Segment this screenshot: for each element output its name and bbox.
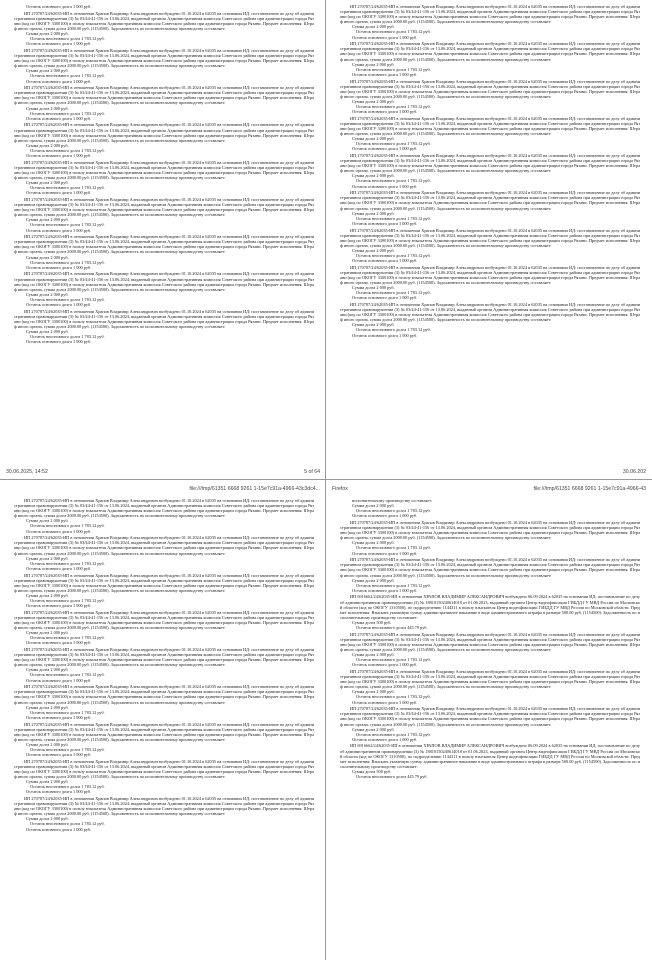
page-footer xyxy=(2,467,324,477)
entry-line: Сумма долга 2 000 руб. xyxy=(352,61,395,67)
entry-main-text: ИП 270787/24/62035-ИП в отношении Храпов Владимир Александрович возбуждено 01.10.2024 в 62035 на основании ИД: постановление по делу об административном правонарушении (3) № 03/44-41-156 от 13.06.2024, выданный органом Административная комиссия Советского района при администрации города Рязани (код по ОКОГУ 3300100) в пользу взыскателя Административная комиссия Советского района при администрации города Рязани. Предмет исполнения: Штраф иного органа, сумма долга 2000.00 руб. (1154500). Задолженность по исполнительному производству составляет: xyxy=(14,796,314,817)
entry-line: Остаток неосновного долга 1 783.12 руб. xyxy=(30,597,105,603)
entry-main-text: ИП 270787/24/62035-ИП в отношении Храпов Владимир Александрович возбуждено 01.10.2024 в 62035 на основании ИД: постановление по делу об административном правонарушении (3) № 03/44-41-156 от 13.06.2024, выданный органом Административная комиссия Советского района при администрации города Рязани (код по ОКОГУ 3300100) в пользу взыскателя Административная комиссия Советского района при администрации города Рязани. Предмет исполнения: Штраф иного органа, сумма долга 2000.00 руб. (1154500). Задолженность по исполнительному производству составляет: xyxy=(340,557,640,578)
entry-main-text: ИП 270787/24/62035-ИП в отношении Храпов Владимир Александрович возбуждено 01.10.2024 в 62035 на основании ИД: постановление по делу об административном правонарушении (3) № 03/44-41-156 от 13.06.2024, выданный органом Административная комиссия Советского района при администрации города Рязани (код по ОКОГУ 3300100) в пользу взыскателя Административная комиссия Советского района при администрации города Рязани. Предмет исполнения: Штраф иного органа, сумма долга 2000.00 руб. (1154500). Задолженность по исполнительному производству составляет: xyxy=(340,302,640,323)
entry-line: Остаток неосновного долга 1 783.12 руб. xyxy=(30,635,105,641)
page-footer xyxy=(328,467,650,477)
entry-line: Сумма долга 2 000 руб. xyxy=(26,779,69,785)
entry-main-text: ИП 6916662/24/62035-ИП в отношении ХРАПОВ ВЛАДИМИР АЛЕКСАНДРОВИЧ возбуждено 06.09.2024 в 62035 на основании ИД: постановление по делу об административном правонарушении (3) № 18810150240614018 от 01.06.2023, выданный органом Центр видеофиксации ГИБДД ГУ МВД России по Московской области (код по ОКОГУ 1310500), по подразделению 1144311 в пользу взыскателя Центр видеофиксации ГИБДД ГУ МВД России по Московской области. Предмет исполнения: Взыскать указанную сумму, административное наказание в виде административного штрафа в размере 500.00 руб. (1154500). Задолженность по исполнительному производству составляет: xyxy=(340,594,640,620)
entry-main-text: ИП 270787/24/62035-ИП в отношении Храпов Владимир Александрович возбуждено 01.10.2024 в 62035 на основании ИД: постановление по делу об административном правонарушении (3) № 03/44-41-156 от 13.06.2024, выданный органом Административная комиссия Советского района при администрации города Рязани (код по ОКОГУ 3300100) в пользу взыскателя Административная комиссия Советского района при администрации города Рязани. Предмет исполнения: Штраф иного органа, сумма долга 2000.00 руб. (1154500). Задолженность по исполнительному производству составляет: xyxy=(340,706,640,727)
entry-line: Сумма долга 500 руб. xyxy=(352,768,392,774)
entry-line: Остаток неосновного долга 1 783.12 руб. xyxy=(30,147,105,153)
entry-line: Остаток неосновного долга 1 783.12 руб. xyxy=(30,523,105,529)
print-page-top-right xyxy=(328,2,650,478)
entry-line: Остаток неосновного долга 1 783.12 руб. xyxy=(356,66,431,72)
entry-line: Остаток основного долга 1 000 руб. xyxy=(352,258,418,264)
entry-main-text: ИП 270787/24/62035-ИП в отношении Храпов Владимир Александрович возбуждено 01.10.2024 в 62035 на основании ИД: постановление по делу об административном правонарушении (3) № 03/44-41-156 от 13.06.2024, выданный органом Административная комиссия Советского района при администрации города Рязани (код по ОКОГУ 3300100) в пользу взыскателя Административная комиссия Советского района при администрации города Рязани. Предмет исполнения: Штраф иного органа, сумма долга 2000.00 руб. (1154500). Задолженность по исполнительному производству составляет: xyxy=(14,122,314,143)
entry-line: Сумма долга 2 000 руб. xyxy=(352,173,395,179)
entry-line: Сумма долга 2 000 руб. xyxy=(26,741,69,747)
entry-line: Остаток основного долга 1 000 руб. xyxy=(352,146,418,152)
entry-main-text: ИП 270787/24/62035-ИП в отношении Храпов Владимир Александрович возбуждено 01.10.2024 в 62035 на основании ИД: постановление по делу об административном правонарушении (3) № 03/44-41-156 от 13.06.2024, выданный органом Административная комиссия Советского района при администрации города Рязани (код по ОКОГУ 3300100) в пользу взыскателя Административная комиссия Советского района при администрации города Рязани. Предмет исполнения: Штраф иного органа, сумма долга 2000.00 руб. (1154500). Задолженность по исполнительному производству составляет: xyxy=(14,85,314,106)
entry-line: Сумма долга 2 000 руб. xyxy=(352,247,395,253)
entry-line: Остаток основного долга 1 000 руб. xyxy=(26,227,92,233)
entry-line: Остаток неосновного долга 1 783.12 руб. xyxy=(356,508,431,514)
entry-line: Остаток неосновного долга 1 783.12 руб. xyxy=(356,103,431,109)
entry-line: Остаток основного долга 1 000 руб. xyxy=(352,34,418,40)
entry-line: Сумма долга 2 000 руб. xyxy=(352,652,395,658)
entry-line: Сумма долга 2 000 руб. xyxy=(26,105,69,111)
entry-line: Остаток основного долга 1 000 руб. xyxy=(352,513,418,519)
entry-line: Остаток основного долга 1 000 руб. xyxy=(26,826,92,832)
entry-line: Остаток неосновного долга 1 783.12 руб. xyxy=(356,215,431,221)
entry-line: Остаток неосновного долга 1 783.12 руб. xyxy=(30,36,105,42)
entry-line: Сумма долга 2 000 руб. xyxy=(26,518,69,524)
page-header xyxy=(328,482,650,496)
entry-line: Сумма долга 2 000 руб. xyxy=(26,667,69,673)
print-page-bottom-right xyxy=(328,482,650,958)
entry-line: Остаток основного долга 1 000 руб. xyxy=(352,183,418,189)
entry-line: Остаток неосновного долга 1 783.12 руб. xyxy=(30,560,105,566)
entry-line: Остаток основного долга 1 000 руб. xyxy=(26,714,92,720)
print-page-bottom-left xyxy=(2,482,324,958)
page-content xyxy=(328,2,650,338)
entry-line: Сумма долга 2 000 руб. xyxy=(352,322,395,328)
entry-line: Остаток основного долга 1 000 руб. xyxy=(352,587,418,593)
entry-main-text: ИП 270787/24/62035-ИП в отношении Храпов Владимир Александрович возбуждено 01.10.2024 в 62035 на основании ИД: постановление по делу об административном правонарушении (3) № 03/44-41-156 от 13.06.2024, выданный органом Административная комиссия Советского района при администрации города Рязани (код по ОКОГУ 3300100) в пользу взыскателя Административная комиссия Советского района при администрации города Рязани. Предмет исполнения: Штраф иного органа, сумма долга 2000.00 руб. (1154500). Задолженность по исполнительному производству составляет: xyxy=(340,519,640,541)
entry-main-text: ИП 270787/24/62035-ИП в отношении Храпов Владимир Александрович возбуждено 01.10.2024 в 62035 на основании ИД: постановление по делу об административном правонарушении (3) № 03/44-41-156 от 13.06.2024, выданный органом Административная комиссия Советского района при администрации города Рязани (код по ОКОГУ 3300100) в пользу взыскателя Административная комиссия Советского района при администрации города Рязани. Предмет исполнения: Штраф иного органа, сумма долга 2000.00 руб. (1154500). Задолженность по исполнительному производству составляет: xyxy=(14,609,314,631)
entry-line: Сумма долга 2 000 руб. xyxy=(26,180,69,186)
entry-line: Сумма долга 2 000 руб. xyxy=(352,210,395,216)
entry-line: Остаток неосновного долга 1 783.12 руб. xyxy=(30,821,105,827)
entry-line: Сумма долга 2 000 руб. xyxy=(352,577,395,583)
entry-line: Остаток основного долга 1 000 руб. xyxy=(26,565,92,571)
entry-line: Остаток основного долга 1 000 руб. xyxy=(26,603,92,609)
entry-main-text: ИП 270787/24/62035-ИП в отношении Храпов Владимир Александрович возбуждено 01.10.2024 в 62035 на основании ИД: постановление по делу об административном правонарушении (3) № 03/44-41-156 от 13.06.2024, выданный органом Административная комиссия Советского района при администрации города Рязани (код по ОКОГУ 3300100) в пользу взыскателя Административная комиссия Советского района при администрации города Рязани. Предмет исполнения: Штраф иного органа, сумма долга 2000.00 руб. (1154500). Задолженность по исполнительному производству составляет: xyxy=(14,535,314,556)
entry-line: Остаток основного долга 1 000 руб. xyxy=(352,109,418,115)
entry-line: Остаток основного долга 1 000 руб. xyxy=(26,302,92,307)
entry-line: Остаток неосновного долга 1 783.12 руб. xyxy=(356,694,431,700)
entry-main-text: ИП 270787/24/62035-ИП в отношении Храпов Владимир Александрович возбуждено 01.10.2024 в 62035 на основании ИД: постановление по делу об административном правонарушении (3) № 03/44-41-156 от 13.06.2024, выданный органом Административная комиссия Советского района при администрации города Рязани (код по ОКОГУ 3300100) в пользу взыскателя Административная комиссия Советского района при администрации города Рязани. Предмет исполнения: Штраф иного органа, сумма долга 2000.00 руб. (1154500). Задолженность по исполнительному производству составляет: xyxy=(14,234,314,255)
entry-line: Остаток неосновного долга 1 783.12 руб. xyxy=(356,545,431,551)
entry-line: Остаток неосновного долга 1 783.12 руб. xyxy=(30,222,105,228)
entry-line: Остаток неосновного долга 1 783.12 руб. xyxy=(30,259,105,265)
entry-line: Остаток основного долга 1 000 руб. xyxy=(352,736,418,742)
entry-line: Остаток основного долга 1 000 руб. xyxy=(26,339,92,345)
entry-main-text: ИП 6916662/24/62035-ИП в отношении ХРАПОВ ВЛАДИМИР АЛЕКСАНДРОВИЧ возбуждено 06.09.2024 в 62035 на основании ИД: постановление по делу об административном правонарушении (3) № 18810150240614018 от 01.06.2023, выданный органом Центр видеофиксации ГИБДД ГУ МВД России по Московской области (код по ОКОГУ 1310500), по подразделению 1144311 в пользу взыскателя Центр видеофиксации ГИБДД ГУ МВД России по Московской области. Предмет исполнения: Взыскать указанную сумму, административное наказание в виде административного штрафа в размере 500.00 руб. (1154500). Задолженность по исполнительному производству составляет: xyxy=(340,743,640,769)
entry-line: Остаток основного долга 1 000 руб. xyxy=(26,78,92,84)
file-path: file:///tmp/61351 6668 9261 1-15e7c91a-4966-43 xyxy=(533,486,646,492)
entry-line: Остаток основного долга 1 000 руб. xyxy=(352,220,418,226)
page-number: 5 of 64 xyxy=(304,469,320,475)
entry-line: Остаток основного долга 1 000 руб. xyxy=(352,699,418,705)
entry-line: Остаток неосновного долга 1 783.12 руб. xyxy=(356,327,431,333)
entry-line: Остаток основного долга 1 000 руб. xyxy=(26,752,92,758)
entry-line: Остаток неосновного долга 1 783.12 руб. xyxy=(30,185,105,191)
entry-line: Остаток основного долга 1 000 руб. xyxy=(352,662,418,668)
entry-line: Сумма долга 2 000 руб. xyxy=(352,689,395,695)
entry-main-text: ИП 270787/24/62035-ИП в отношении Храпов Владимир Александрович возбуждено 01.10.2024 в 62035 на основании ИД: постановление по делу об административном правонарушении (3) № 03/44-41-156 от 13.06.2024, выданный органом Административная комиссия Советского района при администрации города Рязани (код по ОКОГУ 3300100) в пользу взыскателя Административная комиссия Советского района при администрации города Рязани. Предмет исполнения: Штраф иного органа, сумма долга 2000.00 руб. (1154500). Задолженность по исполнительному производству составляет: xyxy=(14,271,314,292)
entry-line: Остаток неосновного долга 1 783.12 руб. xyxy=(356,290,431,296)
entry-line: Остаток основного долга 1 000 руб. xyxy=(352,295,418,301)
entry-line: Сумма долга 2 000 руб. xyxy=(26,630,69,636)
entry-line: Остаток основного долга 1 000 руб. xyxy=(26,153,92,158)
entry-line: Остаток неосновного долга 1 783.12 руб. xyxy=(356,141,431,147)
entry-main-text: ИП 270787/24/62035-ИП в отношении Храпов Владимир Александрович возбуждено 01.10.2024 в 62035 на основании ИД: постановление по делу об административном правонарушении (3) № 03/44-41-156 от 13.06.2024, выданный органом Административная комиссия Советского района при администрации города Рязани (код по ОКОГУ 3300100) в пользу взыскателя Административная комиссия Советского района при администрации города Рязани. Предмет исполнения: Штраф иного органа, сумма долга 2000.00 руб. (1154500). Задолженность по исполнительному производству составляет: xyxy=(14,159,314,180)
entry-line: Сумма долга 2 000 руб. xyxy=(26,142,69,148)
entry-line: Сумма долга 2 000 руб. xyxy=(26,217,69,223)
page-content xyxy=(2,496,324,832)
entry-line: Остаток неосновного долга 1 783.12 руб. xyxy=(30,784,105,790)
entry-line: Остаток неосновного долга 1 783.12 руб. xyxy=(30,672,105,678)
entry-main-text: ИП 270787/24/62035-ИП в отношении Храпов Владимир Александрович возбуждено 01.10.2024 в 62035 на основании ИД: постановление по делу об административном правонарушении (3) № 03/44-41-156 от 13.06.2024, выданный органом Административная комиссия Советского района при администрации города Рязани (код по ОКОГУ 3300100) в пользу взыскателя Административная комиссия Советского района при администрации города Рязани. Предмет исполнения: Штраф иного органа, сумма долга 2000.00 руб. (1154500). Задолженность по исполнительному производству составляет: xyxy=(14,721,314,742)
entry-main-text: ИП 270787/24/62035-ИП в отношении Храпов Владимир Александрович возбуждено 01.10.2024 в 62035 на основании ИД: постановление по делу об административном правонарушении (3) № 03/44-41-156 от 13.06.2024, выданный органом Административная комиссия Советского района при администрации города Рязани (код по ОКОГУ 3300100) в пользу взыскателя Административная комиссия Советского района при администрации города Рязани. Предмет исполнения: Штраф иного органа, сумма долга 2000.00 руб. (1154500). Задолженность по исполнительному производству составляет: xyxy=(14,10,314,31)
entry-main-text: ИП 270787/24/62035-ИП в отношении Храпов Владимир Александрович возбуждено 01.10.2024 в 62035 на основании ИД: постановление по делу об административном правонарушении (3) № 03/44-41-156 от 13.06.2024, выданный органом Административная комиссия Советского района при администрации города Рязани (код по ОКОГУ 3300100) в пользу взыскателя Административная комиссия Советского района при администрации города Рязани. Предмет исполнения: Штраф иного органа, сумма долга 2000.00 руб. (1154500). Задолженность по исполнительному производству составляет: xyxy=(340,668,640,690)
entry-line: Остаток неосновного долга 1 783.12 руб. xyxy=(30,334,105,340)
print-date: 30.06.202 xyxy=(622,469,646,475)
entry-line: Сумма долга 2 000 руб. xyxy=(26,592,69,598)
entry-main-text: ИП 270787/24/62035-ИП в отношении Храпов Владимир Александрович возбуждено 01.10.2024 в 62035 на основании ИД: постановление по делу об административном правонарушении (3) № 03/44-41-156 от 13.06.2024, выданный органом Административная комиссия Советского района при администрации города Рязани (код по ОКОГУ 3300100) в пользу взыскателя Административная комиссия Советского района при администрации города Рязани. Предмет исполнения: Штраф иного органа, сумма долга 2000.00 руб. (1154500). Задолженность по исполнительному производству составляет: xyxy=(14,758,314,780)
entry-line: Остаток неосновного долга 1 783.12 руб. xyxy=(30,746,105,752)
entry-line: Остаток основного долга 1 000 руб. xyxy=(352,332,418,338)
entry-main-text: ИП 270787/24/62035-ИП в отношении Храпов Владимир Александрович возбуждено 01.10.2024 в 62035 на основании ИД: постановление по делу об административном правонарушении (3) № 03/44-41-156 от 13.06.2024, выданный органом Административная комиссия Советского района при администрации города Рязани (код по ОКОГУ 3300100) в пользу взыскателя Административная комиссия Советского района при администрации города Рязани. Предмет исполнения: Штраф иного органа, сумма долга 2000.00 руб. (1154500). Задолженность по исполнительному производству составляет: xyxy=(14,47,314,69)
page-content xyxy=(2,2,324,344)
entry-line: Остаток неосновного долга 1 783.12 руб. xyxy=(356,657,431,663)
entry-main-text: ИП 270787/24/62035-ИП в отношении Храпов Владимир Александрович возбуждено 01.10.2024 в 62035 на основании ИД: постановление по делу об административном правонарушении (3) № 03/44-41-156 от 13.06.2024, выданный органом Административная комиссия Советского района при администрации города Рязани (код по ОКОГУ 3300100) в пользу взыскателя Административная комиссия Советского района при администрации города Рязани. Предмет исполнения: Штраф иного органа, сумма долга 2000.00 руб. (1154500). Задолженность по исполнительному производству составляет: xyxy=(340,631,640,652)
entry-main-text: ИП 270787/24/62035-ИП в отношении Храпов Владимир Александрович возбуждено 01.10.2024 в 62035 на основании ИД: постановление по делу об административном правонарушении (3) № 03/44-41-156 от 13.06.2024, выданный органом Административная комиссия Советского района при администрации города Рязани (код по ОКОГУ 3300100) в пользу взыскателя Административная комиссия Советского района при администрации города Рязани. Предмет исполнения: Штраф иного органа, сумма долга 2000.00 руб. (1154500). Задолженность по исполнительному производству составляет: xyxy=(340,115,640,137)
entry-main-text: ИП 270787/24/62035-ИП в отношении Храпов Владимир Александрович возбуждено 01.10.2024 в 62035 на основании ИД: постановление по делу об административном правонарушении (3) № 03/44-41-156 от 13.06.2024, выданный органом Административная комиссия Советского района при администрации города Рязани (код по ОКОГУ 3300100) в пользу взыскателя Административная комиссия Советского района при администрации города Рязани. Предмет исполнения: Штраф иного органа, сумма долга 2000.00 руб. (1154500). Задолженность по исполнительному производству составляет: xyxy=(14,572,314,593)
entry-main-text: ИП 270787/24/62035-ИП в отношении Храпов Владимир Александрович возбуждено 01.10.2024 в 62035 на основании ИД: постановление по делу об административном правонарушении (3) № 03/44-41-156 от 13.06.2024, выданный органом Административная комиссия Советского района при администрации города Рязани (код по ОКОГУ 3300100) в пользу взыскателя Административная комиссия Советского района при администрации города Рязани. Предмет исполнения: Штраф иного органа, сумма долга 2000.00 руб. (1154500). Задолженность по исполнительному производству составляет: xyxy=(14,498,314,519)
entry-line: Остаток неосновного долга 1 783.12 руб. xyxy=(356,582,431,588)
entry-line: исполнительному производству составляет: xyxy=(352,498,433,503)
entry-main-text: ИП 270787/24/62035-ИП в отношении Храпов Владимир Александрович возбуждено 01.10.2024 в 62035 на основании ИД: постановление по делу об административном правонарушении (3) № 03/44-41-156 от 13.06.2024, выданный органом Административная комиссия Советского района при администрации города Рязани (код по ОКОГУ 3300100) в пользу взыскателя Административная комиссия Советского района при администрации города Рязани. Предмет исполнения: Штраф иного органа, сумма долга 2000.00 руб. (1154500). Задолженность по исполнительному производству составляет: xyxy=(14,647,314,668)
entry-main-text: ИП 270787/24/62035-ИП в отношении Храпов Владимир Александрович возбуждено 01.10.2024 в 62035 на основании ИД: постановление по делу об административном правонарушении (3) № 03/44-41-156 от 13.06.2024, выданный органом Административная комиссия Советского района при администрации города Рязани (код по ОКОГУ 3300100) в пользу взыскателя Административная комиссия Советского района при администрации города Рязани. Предмет исполнения: Штраф иного органа, сумма долга 2000.00 руб. (1154500). Задолженность по исполнительному производству составляет: xyxy=(14,308,314,329)
entry-line: Сумма долга 2 000 руб. xyxy=(352,285,395,291)
entry-line: Сумма долга 2 000 руб. xyxy=(26,291,69,297)
entry-line: Остаток основного долга 1 000 руб. xyxy=(26,41,92,47)
entry-main-text: ИП 270787/24/62035-ИП в отношении Храпов Владимир Александрович возбуждено 01.10.2024 в 62035 на основании ИД: постановление по делу об административном правонарушении (3) № 03/44-41-156 от 13.06.2024, выданный органом Административная комиссия Советского района при администрации города Рязани (код по ОКОГУ 3300100) в пользу взыскателя Административная комиссия Советского района при администрации города Рязани. Предмет исполнения: Штраф иного органа, сумма долга 2000.00 руб. (1154500). Задолженность по исполнительному производству составляет: xyxy=(340,41,640,62)
entry-line: Остаток основного долга 1 000 руб. xyxy=(26,528,92,534)
entry-main-text: ИП 270787/24/62035-ИП в отношении Храпов Владимир Александрович возбуждено 01.10.2024 в 62035 на основании ИД: постановление по делу об административном правонарушении (3) № 03/44-41-156 от 13.06.2024, выданный органом Административная комиссия Советского района при администрации города Рязани (код по ОКОГУ 3300100) в пользу взыскателя Административная комиссия Советского района при администрации города Рязани. Предмет исполнения: Штраф иного органа, сумма долга 2000.00 руб. (1154500). Задолженность по исполнительному производству составляет: xyxy=(340,153,640,174)
print-date: 30.06.2025, 14:52 xyxy=(6,469,48,475)
entry-line: Остаток основного долга 1 000 руб. xyxy=(352,71,418,77)
entry-line: Остаток неосновного долга 1 783.12 руб. xyxy=(30,296,105,302)
entry-line: Сумма долга 2 000 руб. xyxy=(352,540,395,546)
entry-line: Сумма долга 2 000 руб. xyxy=(352,726,395,732)
entry-main-text: ИП 270787/24/62035-ИП в отношении Храпов Владимир Александрович возбуждено 01.10.2024 в 62035 на основании ИД: постановление по делу об административном правонарушении (3) № 03/44-41-156 от 13.06.2024, выданный органом Административная комиссия Советского района при администрации города Рязани (код по ОКОГУ 3300100) в пользу взыскателя Административная комиссия Советского района при администрации города Рязани. Предмет исполнения: Штраф иного органа, сумма долга 2000.00 руб. (1154500). Задолженность по исполнительному производству составляет: xyxy=(14,684,314,705)
entry-line: Сумма долга 2 000 руб. xyxy=(26,68,69,74)
entry-main-text: ИП 270787/24/62035-ИП в отношении Храпов Владимир Александрович возбуждено 01.10.2024 в 62035 на основании ИД: постановление по делу об административном правонарушении (3) № 03/44-41-156 от 13.06.2024, выданный органом Административная комиссия Советского района при администрации города Рязани (код по ОКОГУ 3300100) в пользу взыскателя Административная комиссия Советского района при администрации города Рязани. Предмет исполнения: Штраф иного органа, сумма долга 2000.00 руб. (1154500). Задолженность по исполнительному производству составляет: xyxy=(340,190,640,211)
entry-line: Остаток неосновного долга 1 783.12 руб. xyxy=(356,29,431,35)
entry-line: Остаток основного долга 1 000 руб. xyxy=(26,264,92,270)
entry-line: Остаток неосновного долга 1 783.12 руб. xyxy=(30,110,105,116)
entry-main-text: ИП 270787/24/62035-ИП в отношении Храпов Владимир Александрович возбуждено 01.10.2024 в 62035 на основании ИД: постановление по делу об административном правонарушении (3) № 03/44-41-156 от 13.06.2024, выданный органом Административная комиссия Советского района при администрации города Рязани (код по ОКОГУ 3300100) в пользу взыскателя Административная комиссия Советского района при администрации города Рязани. Предмет исполнения: Штраф иного органа, сумма долга 2000.00 руб. (1154500). Задолженность по исполнительному производству составляет: xyxy=(14,196,314,218)
entry-line: Сумма долга 2 000 руб. xyxy=(26,704,69,710)
entry-line: Остаток неосновного долга 445.79 руб. xyxy=(356,625,428,631)
entry-line: Остаток неосновного долга 445.79 руб. xyxy=(356,774,428,780)
entry-line: Остаток неосновного долга 1 783.12 руб. xyxy=(356,252,431,258)
entry-line: Сумма долга 2 000 руб. xyxy=(352,24,395,30)
print-page-top-left xyxy=(2,2,324,478)
entry-line: Остаток неосновного долга 1 783.12 руб. xyxy=(30,709,105,715)
entry-main-text: ИП 270787/24/62035-ИП в отношении Храпов Владимир Александрович возбуждено 01.10.2024 в 62035 на основании ИД: постановление по делу об административном правонарушении (3) № 03/44-41-156 от 13.06.2024, выданный органом Административная комиссия Советского района при администрации города Рязани (код по ОКОГУ 3300100) в пользу взыскателя Административная комиссия Советского района при администрации города Рязани. Предмет исполнения: Штраф иного органа, сумма долга 2000.00 руб. (1154500). Задолженность по исполнительному производству составляет: xyxy=(340,4,640,25)
entry-line: Остаток основного долга 1 000 руб. xyxy=(26,115,92,121)
page-header xyxy=(2,482,324,496)
entry-line: Сумма долга 500 руб. xyxy=(352,619,392,625)
entry-line: Сумма долга 2 000 руб. xyxy=(26,31,69,37)
entry-line: Остаток основного долга 1 000 руб. xyxy=(26,677,92,683)
entry-main-text: ИП 270787/24/62035-ИП в отношении Храпов Владимир Александрович возбуждено 01.10.2024 в 62035 на основании ИД: постановление по делу об административном правонарушении (3) № 03/44-41-156 от 13.06.2024, выданный органом Административная комиссия Советского района при администрации города Рязани (код по ОКОГУ 3300100) в пользу взыскателя Административная комиссия Советского района при администрации города Рязани. Предмет исполнения: Штраф иного органа, сумма долга 2000.00 руб. (1154500). Задолженность по исполнительному производству составляет: xyxy=(340,227,640,248)
entry-line: Сумма долга 2 000 руб. xyxy=(352,503,395,509)
entry-line: Остаток основного долга 1 000 руб. xyxy=(26,4,92,9)
entry-line: Сумма долга 2 000 руб. xyxy=(26,816,69,822)
entry-line: Остаток основного долга 1 000 руб. xyxy=(26,640,92,646)
entry-line: Остаток неосновного долга 1 783.12 руб. xyxy=(356,178,431,184)
entry-line: Сумма долга 2 000 руб. xyxy=(26,254,69,260)
entry-line: Сумма долга 2 000 руб. xyxy=(26,329,69,335)
entry-main-text: ИП 270787/24/62035-ИП в отношении Храпов Владимир Александрович возбуждено 01.10.2024 в 62035 на основании ИД: постановление по делу об административном правонарушении (3) № 03/44-41-156 от 13.06.2024, выданный органом Административная комиссия Советского района при администрации города Рязани (код по ОКОГУ 3300100) в пользу взыскателя Административная комиссия Советского района при администрации города Рязани. Предмет исполнения: Штраф иного органа, сумма долга 2000.00 руб. (1154500). Задолженность по исполнительному производству составляет: xyxy=(340,78,640,99)
page-content xyxy=(328,496,650,779)
entry-main-text: ИП 270787/24/62035-ИП в отношении Храпов Владимир Александрович возбуждено 01.10.2024 в 62035 на основании ИД: постановление по делу об административном правонарушении (3) № 03/44-41-156 от 13.06.2024, выданный органом Административная комиссия Советского района при администрации города Рязани (код по ОКОГУ 3300100) в пользу взыскателя Административная комиссия Советского района при администрации города Рязани. Предмет исполнения: Штраф иного органа, сумма долга 2000.00 руб. (1154500). Задолженность по исполнительному производству составляет: xyxy=(340,264,640,286)
page-divider-horizontal xyxy=(0,479,652,480)
page-divider-vertical xyxy=(325,0,326,960)
entry-line: Остаток основного долга 1 000 руб. xyxy=(26,190,92,196)
file-path: file:///tmp/61351 6668 9261 1-15e7c91a-4966-43c3dc4... xyxy=(189,486,320,492)
entry-line: Сумма долга 2 000 руб. xyxy=(352,98,395,104)
browser-name: Firefox xyxy=(332,486,348,492)
entry-line: Остаток неосновного долга 1 783.12 руб. xyxy=(356,731,431,737)
entry-line: Остаток основного долга 1 000 руб. xyxy=(26,789,92,795)
entry-line: Сумма долга 2 000 руб. xyxy=(352,136,395,142)
entry-line: Сумма долга 2 000 руб. xyxy=(26,555,69,561)
entry-line: Остаток основного долга 1 000 руб. xyxy=(352,550,418,556)
entry-line: Остаток неосновного долга 1 783.12 руб. xyxy=(30,73,105,79)
